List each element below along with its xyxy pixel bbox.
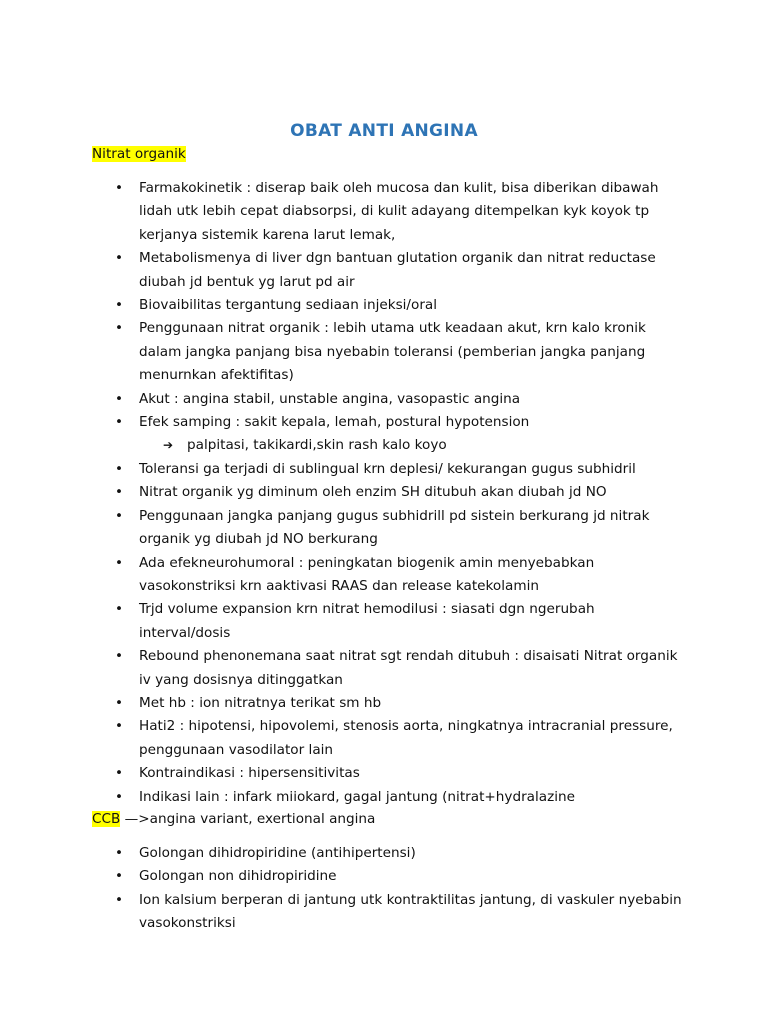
list-item bbox=[0, 762, 684, 785]
list-item bbox=[0, 865, 684, 888]
section-heading-nitrat bbox=[92, 144, 186, 164]
list-item-text: Toleransi ga terjadi di sublingual krn deplesi/ kekurangan gugus subhidril bbox=[139, 460, 636, 477]
list-item-text: Ion kalsium berperan di jantung utk kontraktilitas jantung, di vaskuler nyebabin vasokonstriksi bbox=[139, 891, 682, 932]
list-item-text: Golongan dihidropiridine (antihipertensi) bbox=[139, 845, 416, 861]
arrow-bullet-icon: ➔ bbox=[163, 438, 174, 453]
sub-list-item bbox=[0, 434, 732, 457]
ccb-bullet-list bbox=[0, 842, 768, 936]
list-item-text: Hati2 : hipotensi, hipovolemi, stenosis aorta, ningkatnya intracranial pressure, penggunaan vasodilator lain bbox=[139, 718, 673, 758]
list-item-text: Met hb : ion nitratnya terikat sm hb bbox=[139, 694, 382, 711]
bullet-icon: • bbox=[115, 648, 124, 665]
list-item-text: Penggunaan nitrat organik : lebih utama utk keadaan akut, krn kalo kronik dalam jangka panjang bisa nyebabin toleransi (pemberian jangka panjang menurnkan afektifitas) bbox=[139, 320, 646, 384]
list-item-text: Penggunaan jangka panjang gugus subhidrill pd sistein berkurang jd nitrak organik yg diubah jd NO berkurang bbox=[139, 507, 650, 548]
bullet-icon: • bbox=[115, 891, 124, 908]
list-item bbox=[0, 505, 684, 552]
section-heading-ccb bbox=[92, 809, 375, 829]
list-item-text: Kontraindikasi : hipersensitivitas bbox=[139, 765, 360, 782]
list-item-text: palpitasi, takikardi,skin rash kalo koyo bbox=[187, 437, 447, 454]
list-item bbox=[0, 247, 684, 294]
list-item bbox=[0, 842, 684, 865]
list-item bbox=[0, 786, 684, 809]
list-item-text: Ada efekneurohumoral : peningkatan biogenik amin menyebabkan vasokonstriksi krn aaktivasi RAAS dan release katekolamin bbox=[139, 554, 595, 594]
heading-rest: —>angina variant, exertional angina bbox=[120, 811, 376, 827]
bullet-icon: • bbox=[115, 694, 124, 711]
bullet-icon: • bbox=[115, 297, 124, 314]
bullet-icon: • bbox=[115, 868, 124, 885]
list-item bbox=[0, 411, 684, 434]
list-item-text: Metabolismenya di liver dgn bantuan glutation organik dan nitrat reductase diubah jd bentuk yg larut pd air bbox=[139, 250, 656, 290]
list-item bbox=[0, 481, 684, 504]
list-item bbox=[0, 317, 684, 387]
list-item bbox=[0, 889, 684, 936]
list-item bbox=[0, 715, 684, 762]
highlighted-heading: CCB bbox=[92, 811, 121, 827]
list-item-text: Rebound phenonemana saat nitrat sgt rendah ditubuh : disaisati Nitrat organik iv yang dosisnya ditinggatkan bbox=[139, 648, 678, 688]
bullet-icon: • bbox=[115, 460, 124, 477]
list-item bbox=[0, 388, 684, 411]
bullet-icon: • bbox=[115, 718, 124, 735]
list-item bbox=[0, 177, 684, 247]
document-title: OBAT ANTI ANGINA bbox=[290, 121, 478, 141]
bullet-icon: • bbox=[115, 788, 124, 805]
bullet-icon: • bbox=[115, 320, 124, 337]
bullet-icon: • bbox=[115, 180, 124, 196]
list-item-text: Trjd volume expansion krn nitrat hemodilusi : siasati dgn ngerubah interval/dosis bbox=[139, 601, 595, 641]
list-item-text: Nitrat organik yg diminum oleh enzim SH ditubuh akan diubah jd NO bbox=[139, 484, 607, 501]
list-item bbox=[0, 552, 684, 599]
bullet-icon: • bbox=[115, 765, 124, 782]
list-item bbox=[0, 458, 684, 481]
list-item-text: Biovaibilitas tergantung sediaan injeksi/oral bbox=[139, 297, 438, 314]
highlighted-heading: Nitrat organik bbox=[92, 146, 186, 162]
bullet-icon: • bbox=[115, 390, 124, 407]
list-item-text: Golongan non dihidropiridine bbox=[139, 868, 337, 885]
bullet-icon: • bbox=[115, 601, 124, 618]
list-item-text: Farmakokinetik : diserap baik oleh mucosa dan kulit, bisa diberikan dibawah lidah utk lebih cepat diabsorpsi, di kulit adayang ditempelkan kyk koyok tp kerjanya sistemik karena larut lemak, bbox=[139, 180, 659, 243]
list-item bbox=[0, 692, 684, 715]
list-item-text: Efek samping : sakit kepala, lemah, postural hypotension bbox=[139, 414, 530, 431]
list-item-text: Akut : angina stabil, unstable angina, vasopastic angina bbox=[139, 390, 521, 407]
list-item bbox=[0, 645, 684, 692]
bullet-icon: • bbox=[115, 554, 124, 571]
bullet-icon: • bbox=[115, 414, 124, 431]
nitrat-bullet-list bbox=[0, 177, 768, 809]
list-item bbox=[0, 294, 684, 317]
list-item-text: Indikasi lain : infark miiokard, gagal jantung (nitrat+hydralazine bbox=[139, 788, 576, 805]
list-item bbox=[0, 598, 684, 645]
bullet-icon: • bbox=[115, 250, 124, 267]
bullet-icon: • bbox=[115, 484, 124, 501]
bullet-icon: • bbox=[115, 845, 124, 861]
bullet-icon: • bbox=[115, 507, 124, 524]
